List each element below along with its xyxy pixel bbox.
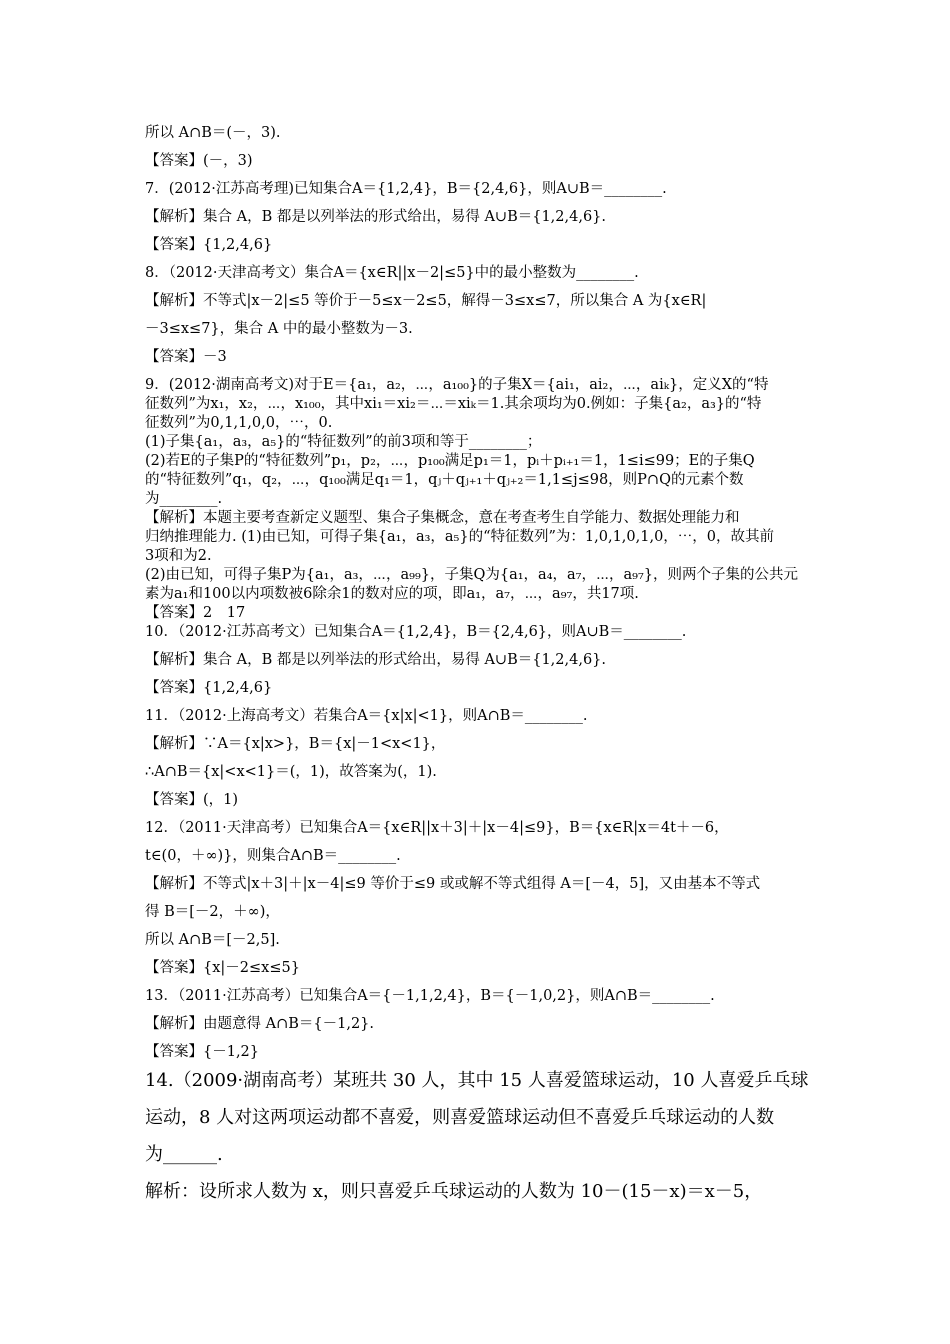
- question-9: 9．(2012·湖南高考文)对于E＝{a₁，a₂，⋯，a₁₀₀}的子集X＝{ai₁，ai₂，⋯，aiₖ}，定义X的“特: [145, 377, 769, 393]
- answer-line: 【答案】(，1): [145, 792, 239, 808]
- analysis-line: 【解析】集合 A，B 都是以列举法的形式给出，易得 A∪B＝{1,2,4,6}.: [145, 209, 607, 225]
- question-9-line: 为________.: [145, 491, 223, 507]
- analysis-line: 素为a₁和100以内项数被6除余1的数对应的项，即a₁，a₇，⋯，a₉₇，共17项.: [145, 586, 639, 602]
- analysis-line: 【解析】本题主要考查新定义题型、集合子集概念，意在考查考生自学能力、数据处理能力和: [145, 510, 740, 526]
- question-9-part1: (1)子集{a₁，a₃，a₅}的“特征数列”的前3项和等于________；: [145, 434, 542, 450]
- question-14-line: 运动，8 人对这两项运动都不喜爱，则喜爱篮球运动但不喜爱乒乓球运动的人数: [145, 1107, 775, 1128]
- analysis-line: －3≤x≤7}，集合 A 中的最小整数为－3.: [145, 321, 413, 337]
- analysis-line: (2)由已知，可得子集P为{a₁，a₃，⋯，a₉₉}，子集Q为{a₁，a₄，a₇，⋯，a₉₇}，则两个子集的公共元: [145, 567, 799, 583]
- analysis-line: 【解析】∵A＝{x|x>}，B＝{x|－1<x<1}，: [145, 736, 446, 752]
- question-14: 14.（2009·湖南高考）某班共 30 人，其中 15 人喜爱篮球运动，10 人喜爱乒乓球: [145, 1070, 809, 1091]
- analysis-line: 【解析】不等式|x＋3|＋|x－4|≤9 等价于≤9 或或解不等式组得 A＝[－4，5]，又由基本不等式: [145, 876, 761, 892]
- question-9-line: 征数列”为0,1,1,0,0，⋯，0.: [145, 415, 333, 431]
- analysis-line: 归纳推理能力. (1)由已知，可得子集{a₁，a₃，a₅}的“特征数列”为：1,0,1,0,1,0，⋯，0，故其前: [145, 529, 775, 545]
- analysis-line: 解析：设所求人数为 x，则只喜爱乒乓球运动的人数为 10－(15－x)＝x－5，: [145, 1181, 763, 1202]
- analysis-line: 【解析】由题意得 A∩B＝{－1,2}.: [145, 1016, 375, 1032]
- text-line: 所以 A∩B＝(－，3).: [145, 125, 281, 141]
- answer-line: 【答案】{x|－2≤x≤5}: [145, 960, 300, 976]
- question-7: 7．(2012·江苏高考理)已知集合A＝{1,2,4}，B＝{2,4,6}，则A∪B＝________.: [145, 181, 667, 197]
- analysis-line: 3项和为2.: [145, 548, 212, 564]
- question-12: 12．（2011·天津高考）已知集合A＝{x∈R||x＋3|＋|x－4|≤9}，B＝{x∈R|x＝4t＋－6，: [145, 820, 729, 836]
- analysis-line: 得 B＝[－2，＋∞)，: [145, 904, 280, 920]
- answer-line: 【答案】{－1,2}: [145, 1044, 260, 1060]
- analysis-line: 【解析】不等式|x－2|≤5 等价于－5≤x－2≤5，解得－3≤x≤7，所以集合 A 为{x∈R|: [145, 293, 707, 309]
- analysis-line: 【解析】集合 A，B 都是以列举法的形式给出，易得 A∪B＝{1,2,4,6}.: [145, 652, 607, 668]
- answer-line: 【答案】2 17: [145, 605, 246, 621]
- answer-line: 【答案】－3: [145, 349, 227, 365]
- answer-line: 【答案】(－，3): [145, 153, 253, 169]
- answer-line: 【答案】{1,2,4,6}: [145, 237, 273, 253]
- answer-line: 【答案】{1,2,4,6}: [145, 680, 273, 696]
- question-9-part2: (2)若E的子集P的“特征数列”p₁，p₂，⋯，p₁₀₀满足p₁＝1，pᵢ＋pᵢ₊₁＝1，1≤i≤99；E的子集Q: [145, 453, 755, 469]
- question-13: 13．（2011·江苏高考）已知集合A＝{－1,1,2,4}，B＝{－1,0,2}，则A∩B＝________.: [145, 988, 715, 1004]
- question-8: 8．（2012·天津高考文）集合A＝{x∈R||x－2|≤5}中的最小整数为________.: [145, 265, 639, 281]
- question-9-line: 的“特征数列”q₁，q₂，⋯，q₁₀₀满足q₁＝1，qⱼ＋qⱼ₊₁＋qⱼ₊₂＝1,1≤j≤98，则P∩Q的元素个数: [145, 472, 744, 488]
- analysis-line: 所以 A∩B＝[－2,5].: [145, 932, 280, 948]
- question-11: 11．（2012·上海高考文）若集合A＝{x|x|<1}，则A∩B＝________.: [145, 708, 588, 724]
- analysis-line: ∴A∩B＝{x|<x<1}＝(，1)，故答案为(，1).: [145, 764, 437, 780]
- question-14-line: 为______.: [145, 1144, 223, 1165]
- question-12-line: t∈(0，＋∞)}，则集合A∩B＝________.: [145, 848, 401, 864]
- question-10: 10．（2012·江苏高考文）已知集合A＝{1,2,4}，B＝{2,4,6}，则A∪B＝________.: [145, 624, 687, 640]
- question-9-line: 征数列”为x₁，x₂，⋯，x₁₀₀，其中xi₁＝xi₂＝⋯＝xiₖ＝1.其余项均为0.例如：子集{a₂，a₃}的“特: [145, 396, 762, 412]
